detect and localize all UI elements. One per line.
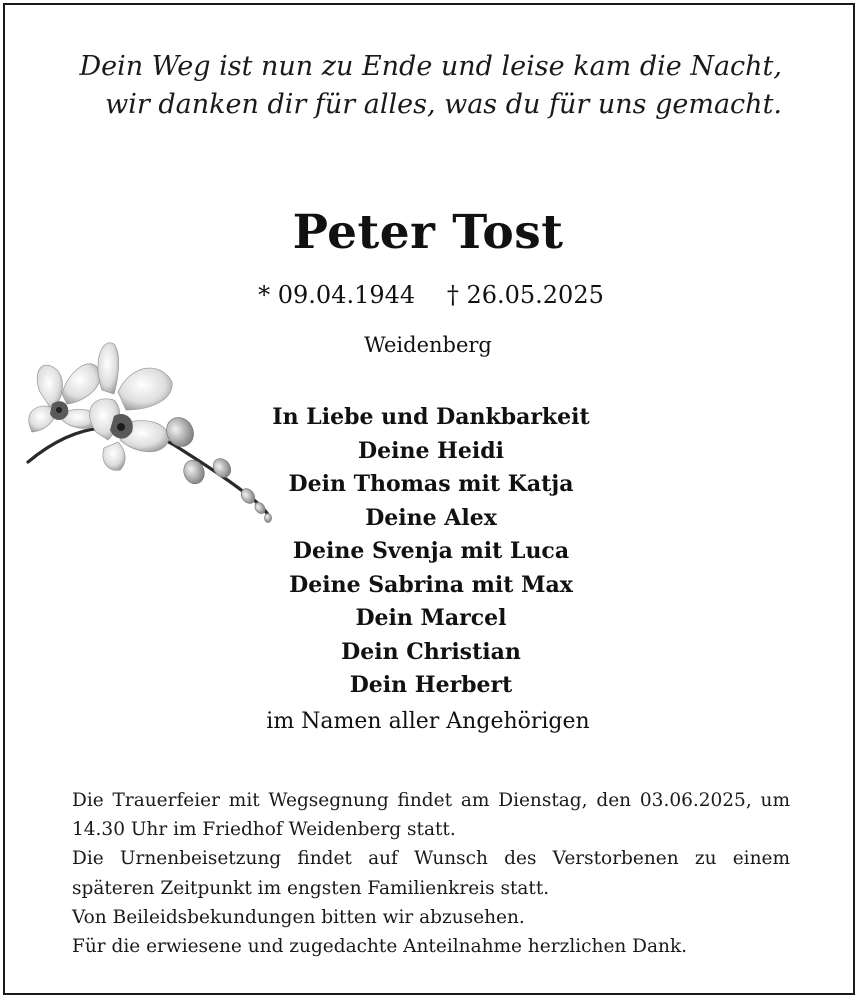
condolence-paragraph: Von Beileidsbekundungen bitten wir abzusehen. (72, 906, 525, 928)
mourner-line: In Liebe und Dankbarkeit (272, 404, 590, 430)
funeral-notice (72, 786, 790, 961)
thanks-paragraph: Für die erwiesene und zugedachte Anteilnahme herzlichen Dank. (72, 936, 688, 958)
death-date: † 26.05.2025 (446, 281, 604, 309)
deceased-name: Peter Tost (292, 205, 564, 260)
mourner-line: Deine Svenja mit Luca (292, 538, 570, 564)
mourners-footer: im Namen aller Angehörigen (266, 709, 590, 734)
birth-date: * 09.04.1944 (258, 281, 416, 309)
residence-place: Weidenberg (364, 333, 492, 357)
mourners-list (140, 401, 722, 703)
mourner-line: Dein Christian (341, 638, 521, 665)
motto-line-2: wir danken dir für alles, was du für uns gemacht. (105, 89, 782, 120)
urn-paragraph: Die Urnenbeisetzung findet auf Wunsch des Verstorbenen zu einem späteren Zeitpunkt im engsten Familienkreis statt. (72, 848, 790, 899)
mourner-line: Deine Heidi (358, 437, 504, 464)
mourner-line: Dein Herbert (349, 672, 513, 698)
mourner-line: Dein Marcel (355, 605, 507, 631)
mourner-line: Deine Alex (365, 504, 497, 531)
funeral-paragraph: Die Trauerfeier mit Wegsegnung findet am Dienstag, den 03.06.2025, um 14.30 Uhr im Friedhof Weidenberg statt. (72, 790, 790, 841)
motto-line-1: Dein Weg ist nun zu Ende und leise kam die Nacht, (79, 51, 782, 82)
mourner-line: Deine Sabrina mit Max (289, 571, 573, 598)
motto-verse (62, 48, 782, 124)
mourner-line: Dein Thomas mit Katja (288, 471, 574, 497)
life-dates (0, 280, 862, 310)
